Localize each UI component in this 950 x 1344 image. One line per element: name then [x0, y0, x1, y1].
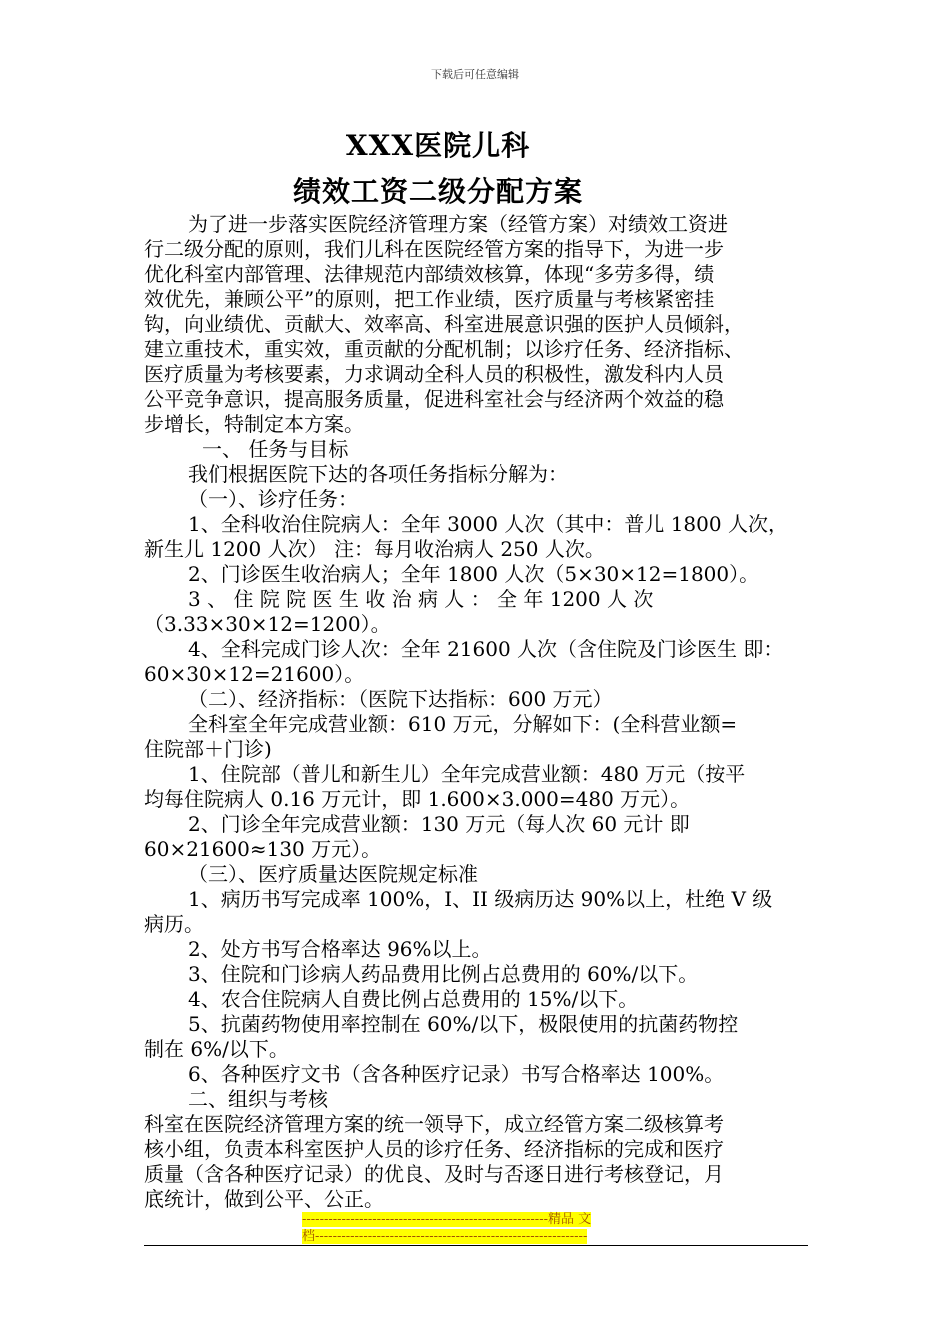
footer-highlight: 档--------------------------------------------------------------: [302, 1229, 588, 1244]
paragraph-line: 60×30×12=21600）。: [144, 662, 365, 686]
paragraph-line: 科室在医院经济管理方案的统一领导下，成立经管方案二级核算考: [144, 1112, 724, 1136]
paragraph-line: 为了进一步落实医院经济管理方案（经管方案）对绩效工资进: [188, 212, 728, 236]
paragraph-line: 1、住院部（普儿和新生儿）全年完成营业额：480 万元（按平: [188, 762, 746, 786]
paragraph-line: 质量（含各种医疗记录）的优良、及时与否逐日进行考核登记，月: [144, 1162, 724, 1186]
subsection-heading: （一）、诊疗任务：: [188, 487, 358, 511]
paragraph-line: 4、农合住院病人自费比例占总费用的 15%/以下。: [188, 987, 639, 1011]
footer-rule: [144, 1245, 808, 1246]
footer-watermark-line-1: [302, 1211, 652, 1229]
paragraph-line: 住院部＋门诊): [144, 737, 272, 761]
paragraph-line: 建立重技术，重实效，重贡献的分配机制；以诊疗任务、经济指标、: [144, 337, 744, 361]
paragraph-line: 1、病历书写完成率 100%，I、II 级病历达 90%以上，杜绝 V 级: [188, 887, 773, 911]
paragraph-line: 底统计，做到公平、公正。: [144, 1187, 384, 1211]
subsection-heading: （三）、医疗质量达医院规定标准: [188, 862, 478, 886]
section-heading: 一、 任务与目标: [202, 437, 349, 461]
paragraph-line: 2、门诊全年完成营业额：130 万元（每人次 60 元计 即: [188, 812, 690, 836]
section-heading: 二、组织与考核: [188, 1087, 328, 1111]
paragraph-line: 效优先，兼顾公平”的原则，把工作业绩，医疗质量与考核紧密挂: [144, 287, 715, 311]
paragraph-line: 60×21600≈130 万元）。: [144, 837, 382, 861]
paragraph-line: 新生儿 1200 人次） 注：每月收治病人 250 人次。: [144, 537, 605, 561]
document-title-line-2: 绩效工资二级分配方案: [292, 175, 583, 208]
paragraph-line: 均每住院病人 0.16 万元计，即 1.600×3.000=480 万元）。: [144, 787, 691, 811]
paragraph-line: 2、处方书写合格率达 96%以上。: [188, 937, 492, 961]
paragraph-line: （3.33×30×12=1200）。: [144, 612, 391, 636]
paragraph-line: 5、抗菌药物使用率控制在 60%/以下，极限使用的抗菌药物控: [188, 1012, 739, 1036]
paragraph-line: 我们根据医院下达的各项任务指标分解为：: [188, 462, 568, 486]
paragraph-line: 3 、 住 院 院 医 生 收 治 病 人 ： 全 年 1200 人 次: [188, 587, 654, 611]
paragraph-line: 医疗质量为考核要素，力求调动全科人员的积极性，激发科内人员: [144, 362, 724, 386]
paragraph-line: 优化科室内部管理、法律规范内部绩效核算，体现“多劳多得，绩: [144, 262, 715, 286]
paragraph-line: 步增长，特制定本方案。: [144, 412, 364, 436]
document-body: [144, 212, 808, 1212]
header-note: 下载后可任意编辑: [431, 68, 519, 81]
paragraph-line: 行二级分配的原则，我们儿科在医院经管方案的指导下，为进一步: [144, 237, 724, 261]
footer-highlight: --------------------------------------------------------精品 文: [302, 1212, 592, 1227]
paragraph-line: 钩，向业绩优、贡献大、效率高、科室进展意识强的医护人员倾斜，: [144, 312, 744, 336]
paragraph-line: 4、全科完成门诊人次：全年 21600 人次（含住院及门诊医生 即：: [188, 637, 784, 661]
paragraph-line: 全科室全年完成营业额：610 万元，分解如下：(全科营业额=: [188, 712, 738, 736]
paragraph-line: 6、各种医疗文书（含各种医疗记录）书写合格率达 100%。: [188, 1062, 725, 1086]
paragraph-line: 病历。: [144, 912, 204, 936]
paragraph-line: 核小组，负责本科室医护人员的诊疗任务、经济指标的完成和医疗: [144, 1137, 724, 1161]
subsection-heading: （二）、经济指标：（医院下达指标：600 万元）: [188, 687, 613, 711]
paragraph-line: 3、住院和门诊病人药品费用比例占总费用的 60%/以下。: [188, 962, 699, 986]
paragraph-line: 1、全科收治住院病人：全年 3000 人次（其中：普儿 1800 人次，: [188, 512, 788, 536]
paragraph-line: 公平竞争意识，提高服务质量，促进科室社会与经济两个效益的稳: [144, 387, 724, 411]
footer-watermark-line-2: [302, 1228, 652, 1246]
document-title-line-1: XXX医院儿科: [345, 129, 531, 162]
paragraph-line: 2、门诊医生收治病人；全年 1800 人次（5×30×12=1800）。: [188, 562, 760, 586]
paragraph-line: 制在 6%/以下。: [144, 1037, 289, 1061]
